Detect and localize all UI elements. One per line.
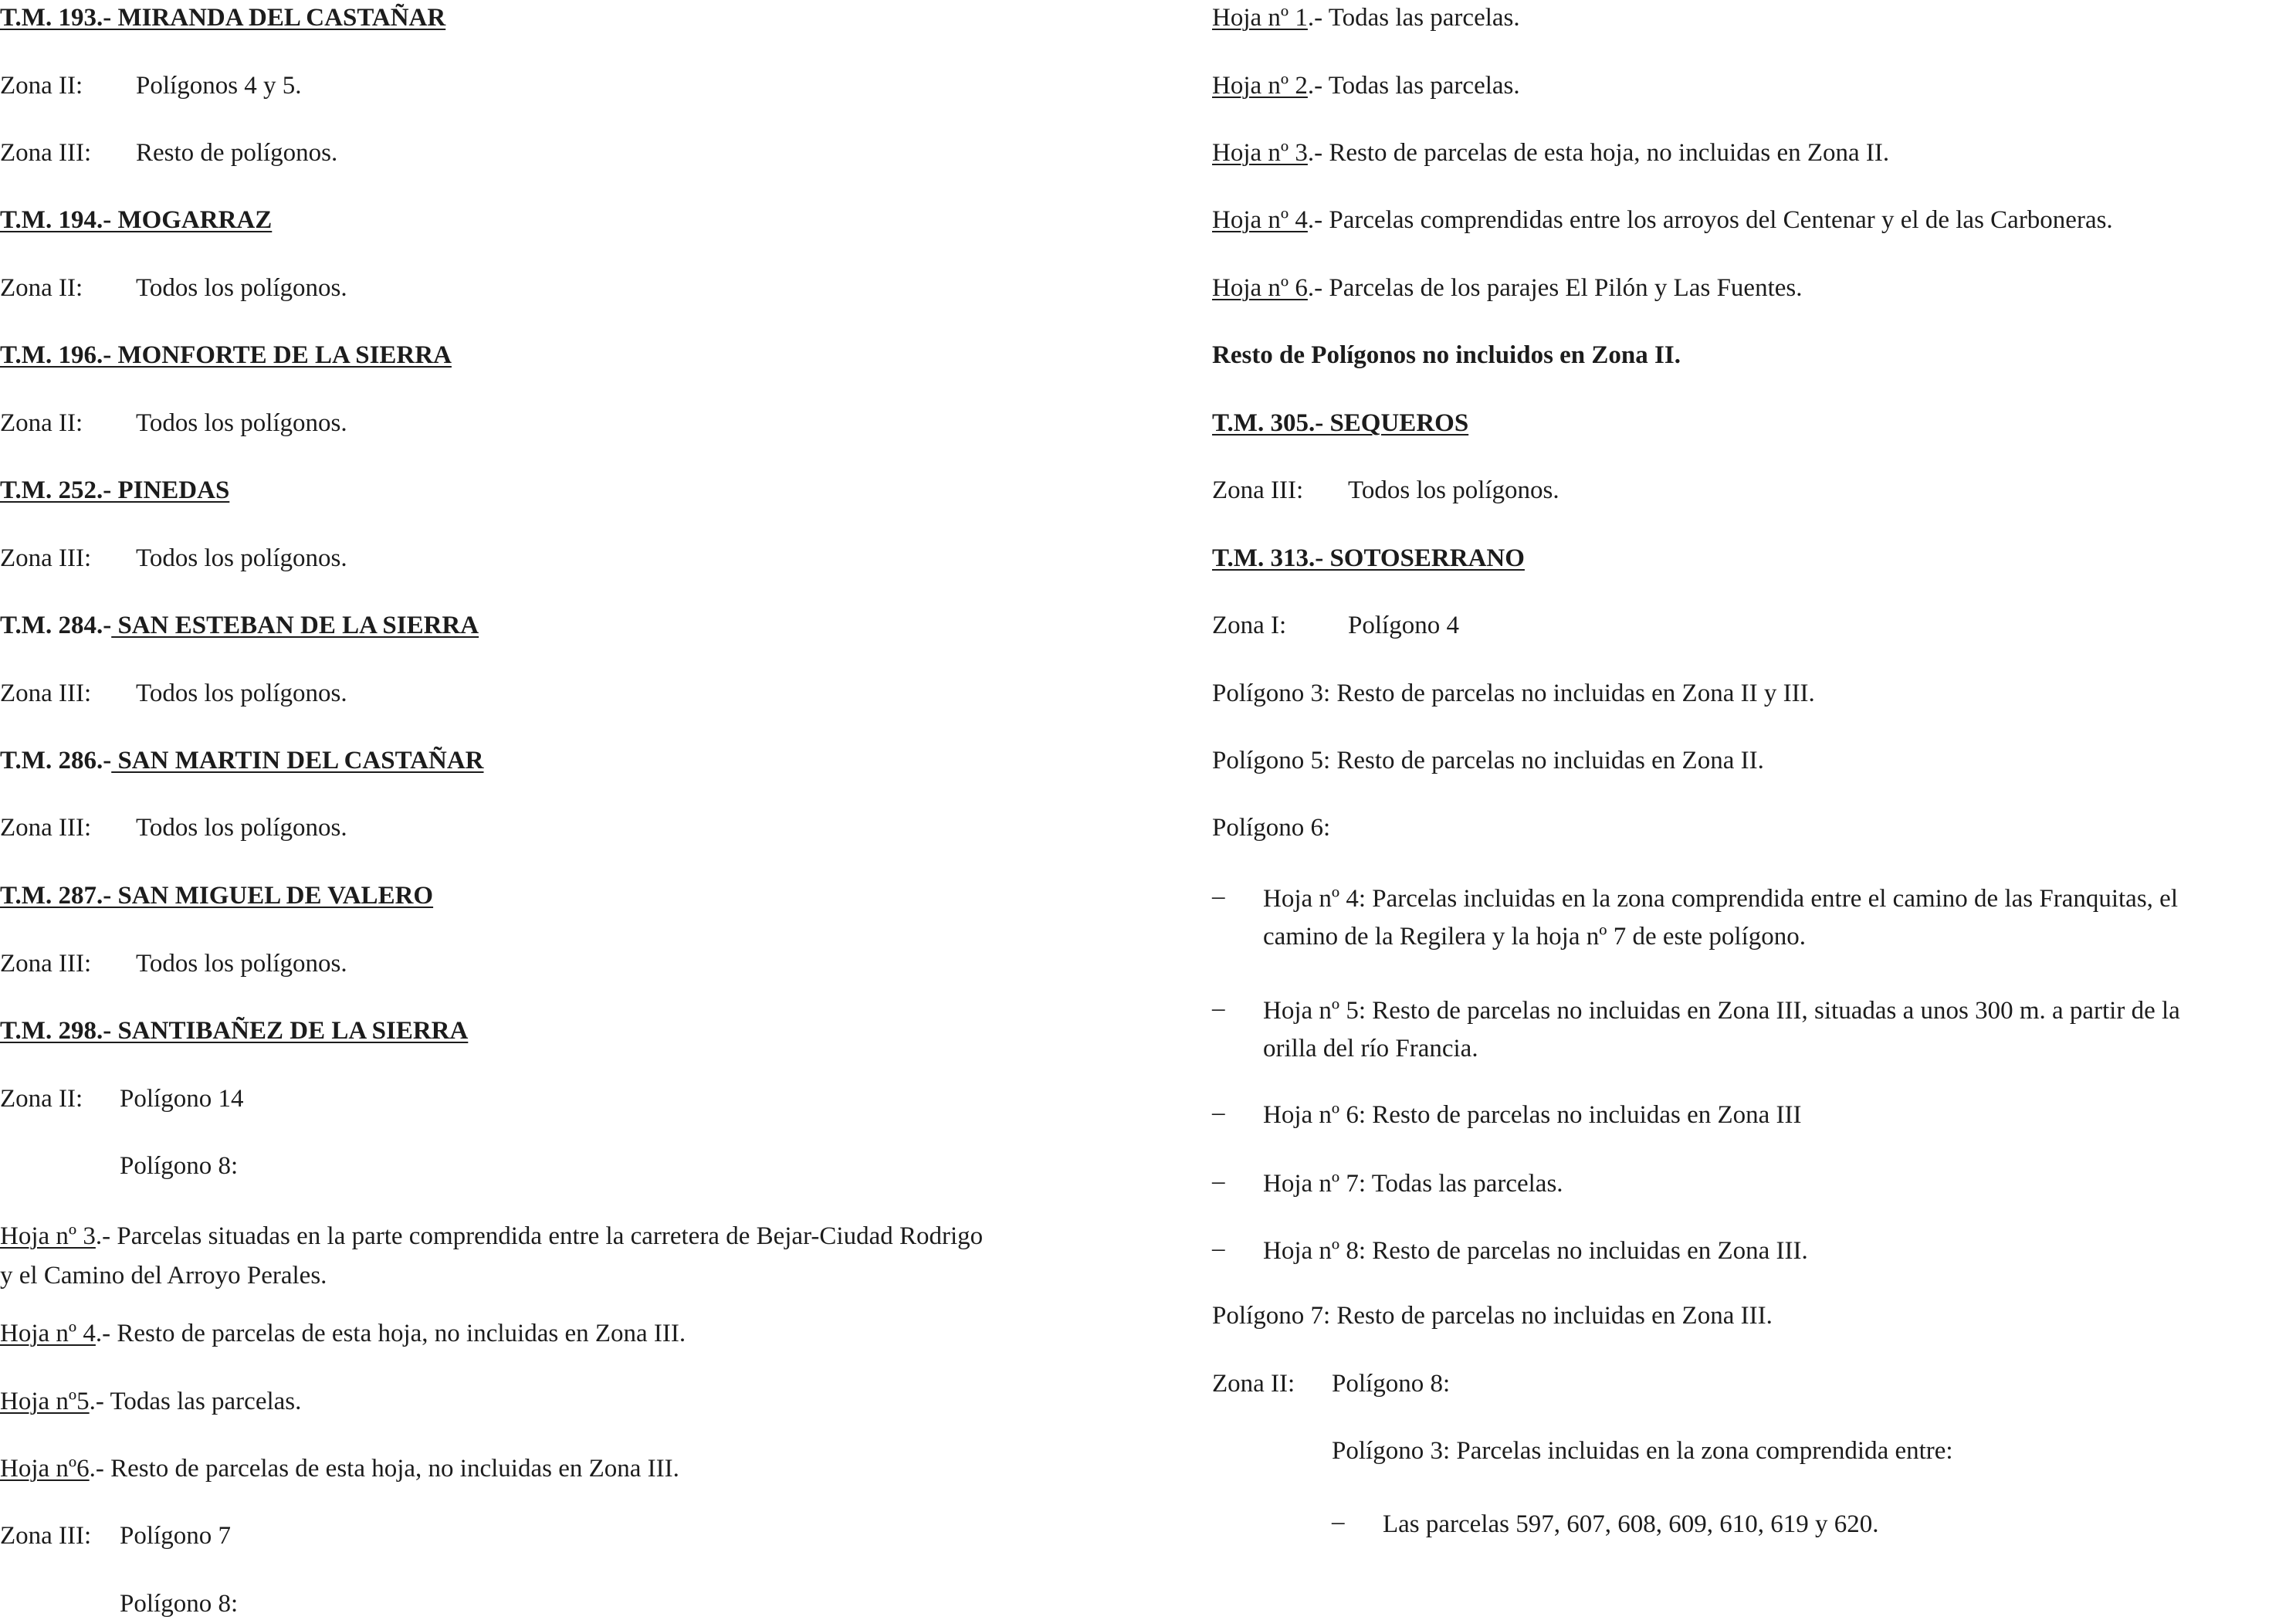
zone-label: Zona II: bbox=[1212, 1370, 1295, 1398]
heading-name: SAN MARTIN DEL CASTAÑAR bbox=[111, 747, 484, 774]
bullet-text bbox=[1263, 1096, 1802, 1134]
plain-text: Polígono 5: Resto de parcelas no incluidas en Zona II. bbox=[1212, 747, 1764, 774]
hoja-line bbox=[0, 1452, 679, 1485]
zone-line bbox=[1212, 474, 1559, 507]
bullet-line: Hoja nº 8: Resto de parcelas no incluidas en Zona III. bbox=[1263, 1237, 1808, 1265]
hoja-line bbox=[0, 1217, 983, 1296]
zone-label: Zona III: bbox=[0, 1522, 92, 1550]
hoja-line bbox=[0, 1385, 301, 1418]
section-heading bbox=[1212, 542, 1525, 574]
heading-number: T.M. 286.- bbox=[0, 747, 112, 774]
bold-note-text: Resto de Polígonos no incluidos en Zona II. bbox=[1212, 341, 1681, 369]
hoja-description: .- Resto de parcelas de esta hoja, no incluidas en Zona II. bbox=[1307, 139, 1890, 167]
section-heading bbox=[1212, 407, 1468, 439]
zone-label: Zona II: bbox=[0, 72, 83, 100]
text-line bbox=[1212, 677, 1815, 710]
bullet-text bbox=[1263, 992, 2180, 1068]
bullet-continuation: orilla del río Francia. bbox=[1263, 1035, 1478, 1062]
bullet-dash: – bbox=[1332, 1508, 1345, 1536]
heading-name: SAN ESTEBAN DE LA SIERRA bbox=[111, 612, 479, 639]
hoja-description: .- Todas las parcelas. bbox=[1307, 72, 1520, 100]
hoja-label: Hoja nº 4 bbox=[0, 1320, 96, 1347]
zone-line bbox=[0, 1083, 243, 1115]
bullet-dash: – bbox=[1212, 1168, 1225, 1195]
zone-description: Resto de polígonos. bbox=[136, 139, 338, 167]
hoja-line bbox=[1212, 137, 1889, 169]
zone-line bbox=[1212, 1368, 1450, 1400]
text-line bbox=[1212, 1300, 1773, 1332]
bullet-text bbox=[1263, 880, 2178, 956]
hoja-continuation: y el Camino del Arroyo Perales. bbox=[0, 1262, 327, 1290]
hoja-label: Hoja nº 3 bbox=[1212, 139, 1308, 167]
zone-label: Zona II: bbox=[0, 274, 83, 302]
hoja-label: Hoja nº 1 bbox=[1212, 4, 1308, 32]
bullet-text bbox=[1263, 1232, 1808, 1270]
heading-text: T.M. 287.- SAN MIGUEL DE VALERO bbox=[0, 882, 434, 910]
hoja-label: Hoja nº 4 bbox=[1212, 206, 1308, 234]
section-heading bbox=[0, 744, 484, 777]
heading-text: T.M. 193.- MIRANDA DEL CASTAÑAR bbox=[0, 4, 446, 32]
hoja-description: .- Resto de parcelas de esta hoja, no incluidas en Zona III. bbox=[95, 1320, 686, 1347]
heading-text: T.M. 298.- SANTIBAÑEZ DE LA SIERRA bbox=[0, 1017, 469, 1045]
heading-text: T.M. 305.- SEQUEROS bbox=[1212, 409, 1469, 437]
zone-line bbox=[0, 407, 347, 439]
bullet-continuation: camino de la Regilera y la hoja nº 7 de este polígono. bbox=[1263, 923, 1807, 951]
bullet-dash: – bbox=[1212, 1099, 1225, 1127]
text-line bbox=[1212, 744, 1764, 777]
bullet-dash: – bbox=[1212, 1235, 1225, 1262]
zone-label: Zona III: bbox=[0, 139, 92, 167]
zone-description: Polígono 7 bbox=[120, 1522, 231, 1550]
zone-label: Zona III: bbox=[0, 680, 92, 707]
hoja-description: .- Resto de parcelas de esta hoja, no incluidas en Zona III. bbox=[89, 1455, 679, 1483]
bullet-dash: – bbox=[1212, 883, 1225, 910]
hoja-description: .- Parcelas de los parajes El Pilón y Las Fuentes. bbox=[1307, 274, 1803, 302]
hoja-description: .- Todas las parcelas. bbox=[89, 1388, 302, 1415]
zone-line bbox=[0, 1520, 231, 1552]
plain-text: Polígono 7: Resto de parcelas no incluidas en Zona III. bbox=[1212, 1302, 1773, 1330]
zone-label: Zona III: bbox=[0, 814, 92, 842]
hoja-label: Hoja nº6 bbox=[0, 1455, 90, 1483]
zone-label: Zona II: bbox=[0, 1085, 83, 1113]
heading-text: T.M. 252.- PINEDAS bbox=[0, 476, 230, 504]
zone-label: Zona II: bbox=[0, 409, 83, 437]
bullet-dash: – bbox=[1212, 995, 1225, 1022]
plain-text: Polígono 6: bbox=[1212, 814, 1331, 842]
hoja-label: Hoja nº 2 bbox=[1212, 72, 1308, 100]
bullet-text bbox=[1263, 1165, 1563, 1203]
bullet-line: Hoja nº 6: Resto de parcelas no incluidas en Zona III bbox=[1263, 1101, 1802, 1129]
section-heading bbox=[0, 879, 433, 912]
hoja-label: Hoja nº 3 bbox=[0, 1222, 96, 1250]
hoja-line bbox=[1212, 272, 1803, 304]
heading-number: T.M. 284.- bbox=[0, 612, 112, 639]
zone-line bbox=[1212, 609, 1459, 642]
bullet-line: Hoja nº 7: Todas las parcelas. bbox=[1263, 1170, 1563, 1198]
zone-description: Todos los polígonos. bbox=[136, 544, 347, 572]
plain-text: Polígono 3: Resto de parcelas no incluidas en Zona II y III. bbox=[1212, 680, 1815, 707]
zone-description: Polígono 4 bbox=[1348, 612, 1459, 639]
bold-note bbox=[1212, 339, 1681, 371]
zone-line bbox=[0, 677, 347, 710]
hoja-description: .- Parcelas situadas en la parte comprendida entre la carretera de Bejar-Ciudad Rodrigo bbox=[95, 1222, 984, 1250]
zone-line bbox=[0, 947, 347, 980]
section-heading bbox=[0, 609, 479, 642]
bullet-text bbox=[1383, 1506, 1879, 1544]
heading-text: T.M. 196.- MONFORTE DE LA SIERRA bbox=[0, 341, 452, 369]
bullet-line: Hoja nº 5: Resto de parcelas no incluidas en Zona III, situadas a unos 300 m. a partir de la bbox=[1263, 997, 2180, 1025]
zone-description: Polígono 14 bbox=[120, 1085, 244, 1113]
zone-description: Todos los polígonos. bbox=[136, 680, 347, 707]
zone-line bbox=[0, 812, 347, 844]
zone-description: Todos los polígonos. bbox=[136, 950, 347, 978]
indented-line bbox=[120, 1150, 238, 1182]
hoja-description: .- Todas las parcelas. bbox=[1307, 4, 1520, 32]
hoja-line bbox=[1212, 2, 1520, 34]
indented-line bbox=[120, 1588, 238, 1620]
hoja-line bbox=[1212, 69, 1520, 102]
bullet-line: Hoja nº 4: Parcelas incluidas en la zona comprendida entre el camino de las Franquitas, el bbox=[1263, 885, 2178, 913]
zone-label: Zona III: bbox=[0, 544, 92, 572]
section-heading bbox=[0, 474, 229, 507]
zone-line bbox=[0, 69, 302, 102]
zone-description: Todos los polígonos. bbox=[136, 814, 347, 842]
zone-description: Polígono 8: bbox=[1332, 1370, 1451, 1398]
hoja-line bbox=[0, 1317, 686, 1350]
text-line bbox=[1212, 812, 1330, 844]
section-heading bbox=[0, 204, 272, 236]
hoja-description: .- Parcelas comprendidas entre los arroyos del Centenar y el de las Carboneras. bbox=[1307, 206, 2113, 234]
indented-text: Polígono 3: Parcelas incluidas en la zona comprendida entre: bbox=[1332, 1437, 1953, 1465]
zone-description: Polígonos 4 y 5. bbox=[136, 72, 302, 100]
zone-description: Todos los polígonos. bbox=[1348, 476, 1559, 504]
hoja-label: Hoja nº 6 bbox=[1212, 274, 1308, 302]
indented-text: Polígono 8: bbox=[120, 1590, 239, 1618]
zone-line bbox=[0, 542, 347, 574]
section-heading bbox=[0, 2, 445, 34]
zone-description: Todos los polígonos. bbox=[136, 274, 347, 302]
indented-text: Polígono 8: bbox=[120, 1152, 239, 1180]
zone-description: Todos los polígonos. bbox=[136, 409, 347, 437]
zone-line bbox=[0, 272, 347, 304]
zone-label: Zona I: bbox=[1212, 612, 1287, 639]
heading-text: T.M. 194.- MOGARRAZ bbox=[0, 206, 273, 234]
indented-line bbox=[1332, 1435, 1953, 1467]
zone-line bbox=[0, 137, 337, 169]
section-heading bbox=[0, 1015, 468, 1047]
section-heading bbox=[0, 339, 452, 371]
zone-label: Zona III: bbox=[0, 950, 92, 978]
bullet-line: Las parcelas 597, 607, 608, 609, 610, 619 y 620. bbox=[1383, 1510, 1879, 1538]
zone-label: Zona III: bbox=[1212, 476, 1304, 504]
hoja-line bbox=[1212, 204, 2113, 236]
heading-text: T.M. 313.- SOTOSERRANO bbox=[1212, 544, 1525, 572]
hoja-label: Hoja nº5 bbox=[0, 1388, 90, 1415]
